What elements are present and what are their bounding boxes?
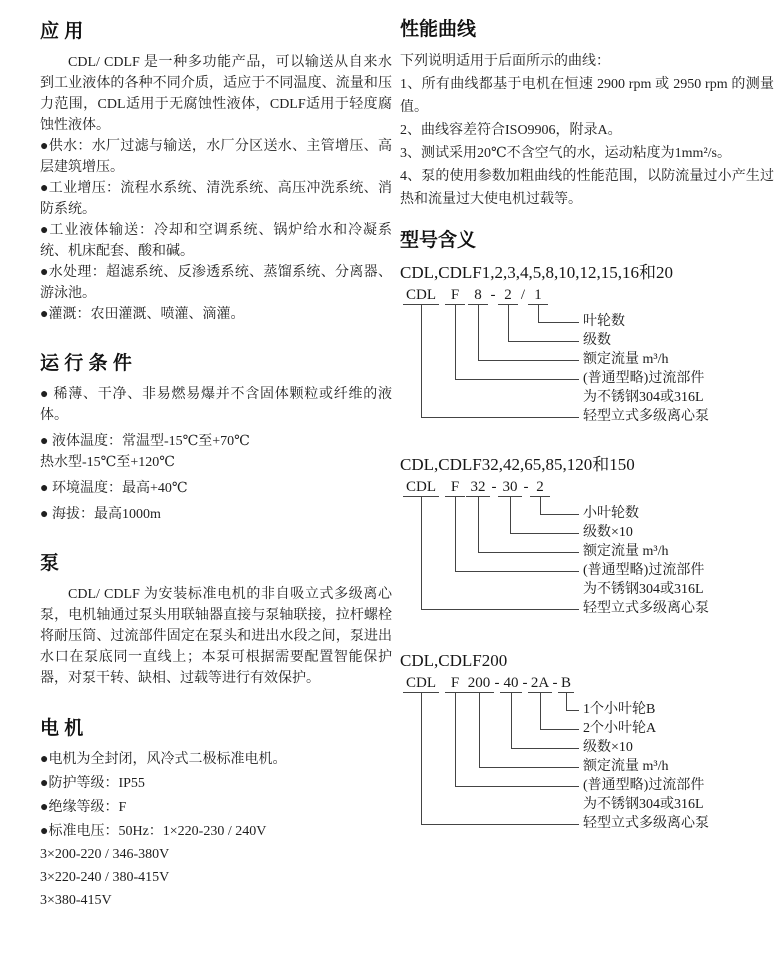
motor-voltage-line-2: 3×200-220 / 346-380V [40,847,170,862]
connector-line [421,692,579,825]
model-label: 叶轮数 [583,314,625,329]
heading-operating-conditions: 运 行 条 件 [40,353,132,374]
model-label: 额定流量 m³/h [583,544,669,559]
application-bullet-water-supply: ●供水：水厂过滤与输送，水厂分区送水、主管增压、高层建筑增压。 [40,139,392,175]
right-column [400,0,774,835]
model-label: 轻型立式多级离心泵 [583,409,709,424]
model-code-part: CDL [403,479,439,497]
operating-liquid-temp-line2: 热水型-15℃至+120℃ [40,455,175,470]
model-code-separator: - [522,675,528,691]
heading-motor: 电 机 [40,718,84,739]
model-code-part: 32 [466,479,490,497]
application-bullet-industrial-boost: ●工业增压：流程水系统、清洗系统、高压冲洗系统、消防系统。 [40,181,392,217]
model-label: 级数 [583,333,611,348]
model-code-separator: - [490,287,496,303]
model-label: 小叶轮数 [583,506,639,521]
motor-bullet-protection: ●防护等级：IP55 [40,776,145,791]
model-section-title-small: CDL,CDLF1,2,3,4,5,8,10,12,15,16和20 [400,263,673,282]
model-code-part: 8 [468,287,488,305]
model-label: 为不锈钢304或316L [583,582,704,597]
model-code-separator: - [523,479,529,495]
pump-paragraph: CDL/ CDLF 为安装标准电机的非自吸立式多级离心泵，电机轴通过泵头用联轴器直接与泵轴联接，拉杆螺栓将耐压筒、过流部件固定在泵头和进出水段之间，泵进出水口在泵底同一直线上；本泵可根据需要配置智能保护器，对泵干转、缺相、过载等进行有效保护。 [40,587,392,686]
curves-intro: 下列说明适用于后面所示的曲线： [400,54,610,69]
application-intro: CDL/ CDLF 是一种多功能产品，可以输送从自来水到工业液体的各种不同介质，适应于不同温度、流量和压力范围，CDL适用于无腐蚀性液体，CDLF适用于轻度腐蚀性液体。 [40,55,392,133]
model-label: 级数×10 [583,525,633,540]
model-code-part: 2 [530,479,550,497]
motor-voltage-line-1: ●标准电压：50Hz：1×220-230 / 240V [40,824,267,839]
heading-pump: 泵 [40,553,60,574]
model-code-part: CDL [403,675,439,693]
model-code-separator: - [494,675,500,691]
model-code-diagram-large [400,675,774,835]
heading-performance-curves: 性能曲线 [400,19,477,40]
model-label: 2个小叶轮A [583,721,657,736]
curves-item-4: 4、泵的使用参数加粗曲线的性能范围，以防流量过小产生过热和流量过大使电机过载等。 [400,169,774,207]
motor-voltage-line-4: 3×380-415V [40,893,112,908]
model-code-part: 40 [500,675,522,693]
model-label: (普通型略)过流部件 [583,563,705,578]
model-code-part: F [445,287,465,305]
heading-model-meaning: 型号含义 [400,230,477,251]
model-label: (普通型略)过流部件 [583,371,705,386]
application-bullet-liquid-transfer: ●工业液体输送：冷却和空调系统、锅炉给水和冷凝系统、机床配套、酸和碱。 [40,223,392,259]
curves-item-3: 3、测试采用20℃不含空气的水，运动粘度为1mm²/s。 [400,146,731,161]
model-section-title-large: CDL,CDLF200 [400,651,508,670]
curves-item-1: 1、所有曲线都基于电机在恒速 2900 rpm 或 2950 rpm 的测量值。 [400,77,774,115]
operating-liquid-temp-line1: ● 液体温度：常温型-15℃至+70℃ [40,434,250,449]
motor-bullet-insulation: ●绝缘等级：F [40,800,127,815]
model-label: 轻型立式多级离心泵 [583,816,709,831]
model-code-part: 1 [528,287,548,305]
model-label: (普通型略)过流部件 [583,778,705,793]
model-code-part: 2 [498,287,518,305]
model-code-part: F [445,675,465,693]
model-code-separator: - [552,675,558,691]
operating-ambient-temp: ● 环境温度：最高+40℃ [40,481,188,496]
model-code-part: 200 [464,675,494,693]
model-label: 轻型立式多级离心泵 [583,601,709,616]
motor-bullet-enclosed: ●电机为全封闭，风冷式二极标准电机。 [40,752,287,767]
model-code-separator: - [491,479,497,495]
application-bullet-water-treatment: ●水处理：超滤系统、反渗透系统、蒸馏系统、分离器、游泳池。 [40,265,392,301]
model-code-part: 30 [498,479,522,497]
model-code-part: CDL [403,287,439,305]
connector-line [421,304,579,418]
model-code-diagram-medium [400,479,774,621]
model-code-part: F [445,479,465,497]
application-bullet-irrigation: ●灌溉：农田灌溉、喷灌、滴灌。 [40,307,245,322]
model-code-separator: / [520,287,526,303]
model-label: 额定流量 m³/h [583,759,669,774]
model-label: 级数×10 [583,740,633,755]
operating-bullet-fluid: ● 稀薄、干净、非易燃易爆并不含固体颗粒或纤维的液体。 [40,387,392,423]
model-label: 为不锈钢304或316L [583,390,704,405]
curves-item-2: 2、曲线容差符合ISO9906，附录A。 [400,123,622,138]
model-label: 额定流量 m³/h [583,352,669,367]
model-label: 为不锈钢304或316L [583,797,704,812]
motor-voltage-line-3: 3×220-240 / 380-415V [40,870,170,885]
model-label: 1个小叶轮B [583,702,656,717]
heading-application: 应 用 [40,21,84,42]
left-column [40,0,392,911]
model-code-diagram-small [400,287,774,429]
operating-altitude: ● 海拔：最高1000m [40,507,161,522]
model-code-part: 2A [528,675,552,693]
connector-line [421,496,579,610]
model-code-part: B [558,675,574,693]
model-section-title-medium: CDL,CDLF32,42,65,85,120和150 [400,455,635,474]
